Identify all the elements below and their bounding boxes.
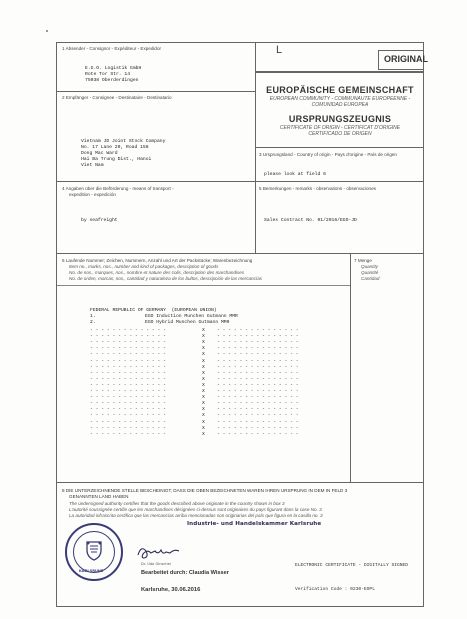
- goods-box: [56, 254, 351, 483]
- consignor-line-1: E.G.O. Logistik GmbH: [85, 66, 142, 71]
- filler-dash-left: - - - - - - - - - - - - - -: [90, 401, 166, 407]
- subtitle-community-1: EUROPEAN COMMUNITY - COMMUNAUTE EUROPEENNE -: [269, 96, 411, 102]
- consignee-line-1: Vietnam JD Joint Stock Company: [81, 139, 166, 144]
- filler-marker: X: [202, 370, 205, 376]
- remarks-box: [256, 182, 424, 254]
- goods-filler-dashes: [57, 326, 352, 436]
- consignor-box: [56, 42, 256, 92]
- electronic-certificate: ELECTRONIC CERTIFICATE - DIGITALLY SIGNED: [295, 563, 409, 568]
- consignee-label: 2 Empfänger - Consignee - Destinataire - Destinatario: [62, 95, 172, 100]
- goods-origin-line: FEDERAL REPUBLIC OF GERMANY (EUROPEAN UNION): [90, 308, 217, 313]
- certification-box: [56, 483, 424, 607]
- remarks-label: 5 Bemerkungen - remarks - observations - observaciones: [259, 186, 376, 191]
- original-label: ORIGINAL: [384, 54, 428, 64]
- filler-marker: X: [202, 358, 205, 364]
- title-certificate: URSPRUNGSZEUGNIS: [288, 114, 392, 124]
- remarks-value: Sales Contract No. 01/2016/EGO-JD: [264, 218, 357, 223]
- filler-dash-left: - - - - - - - - - - - - - -: [90, 352, 166, 358]
- consignor-line-2: Rote Tor Str. 14: [85, 72, 131, 77]
- filler-marker: X: [202, 395, 205, 401]
- consignee-line-4: Hai Ba Trung Dist., Hanoi: [81, 157, 152, 162]
- filler-marker: X: [202, 425, 205, 431]
- consignee-line-5: Viet Nam: [81, 163, 104, 168]
- filler-dash-left: - - - - - - - - - - - - - -: [90, 425, 166, 431]
- filler-dash-left: - - - - - - - - - - - - - -: [90, 340, 166, 346]
- quantity-line-2: Quantité: [361, 270, 379, 275]
- filler-dash-right: - - - - - - - - - - - - - - -: [217, 376, 299, 382]
- goods-item-1-no: 1.: [90, 314, 96, 319]
- filler-dash-right: - - - - - - - - - - - - - - -: [217, 346, 299, 352]
- filler-dash-right: - - - - - - - - - - - - - - -: [217, 358, 299, 364]
- subtitle-certificate-1: CERTIFICATE OF ORIGIN - CERTIFICAT D'ORIGINE: [279, 125, 401, 131]
- filler-dash-left: - - - - - - - - - - - - - -: [90, 346, 166, 352]
- cert-line-3: The undersigned authority certifies that the goods described above originate in the country shown in box 3: [69, 501, 285, 506]
- filler-dash-right: - - - - - - - - - - - - - - -: [217, 352, 299, 358]
- filler-dash-left: - - - - - - - - - - - - - -: [90, 389, 166, 394]
- filler-dash-right: - - - - - - - - - - - - - - -: [217, 328, 299, 333]
- processed-by: Bearbeitet durch: Claudia Wisser: [141, 570, 229, 576]
- filler-dash-right: - - - - - - - - - - - - - - -: [217, 419, 299, 425]
- quantity-line-3: Cantidad: [361, 276, 380, 281]
- cert-line-2: GENANNTEN LAND HABEN: [69, 494, 129, 499]
- filler-dash-left: - - - - - - - - - - - - - -: [90, 370, 166, 376]
- goods-item-2-desc: EGO Hybrid Munchen Gutmann MM9: [145, 320, 230, 325]
- consignee-line-3: Dong Mac Ward: [81, 151, 118, 156]
- transport-label-1: 4 Angaben über die Beförderung - means of transport -: [62, 186, 174, 191]
- goods-label-2: Item no., marks, nos., number and kind of packages, description of goods: [69, 264, 219, 269]
- seal-coat-of-arms-icon: [84, 539, 104, 561]
- filler-marker: X: [202, 334, 205, 340]
- filler-marker: X: [202, 401, 205, 407]
- filler-dash-right: - - - - - - - - - - - - - - -: [217, 425, 299, 431]
- filler-dash-left: - - - - - - - - - - - - - -: [90, 364, 166, 370]
- cert-line-1: 8 DIE UNTERZEICHNENDE STELLE BESCHEINIGT, DASS DIE OBEN BEZEICHNETEN WAREN IHREN URSPRUNG IN DEM IN FELD 3: [62, 488, 348, 493]
- handwritten-signature: [135, 541, 185, 563]
- filler-dash-left: - - - - - - - - - - - - - -: [90, 376, 166, 382]
- quantity-box: [351, 254, 424, 483]
- consignor-line-3: 75038 Oberderdingen: [85, 78, 139, 83]
- goods-item-1-desc: EGO Induction Munchen Gutmann MMR: [145, 314, 238, 319]
- goods-item-2-no: 2.: [90, 320, 96, 325]
- transport-value: by seafreight: [81, 218, 118, 223]
- filler-marker: X: [202, 382, 205, 388]
- filler-marker: X: [202, 352, 205, 358]
- stamp-organization: Industrie- und Handelskammer Karlsruhe: [187, 521, 322, 527]
- filler-marker: X: [202, 407, 205, 413]
- filler-marker: X: [202, 376, 205, 382]
- quantity-label: 7 Menge: [354, 258, 372, 263]
- transport-label-2: expedition - expedición: [69, 192, 116, 197]
- filler-dash-right: - - - - - - - - - - - - - - -: [217, 401, 299, 407]
- seal-city: KARLSRUHE: [79, 569, 104, 573]
- filler-dash-right: - - - - - - - - - - - - - - -: [217, 407, 299, 413]
- filler-dash-left: - - - - - - - - - - - - - -: [90, 358, 166, 364]
- quantity-line-1: Quantity: [361, 264, 379, 269]
- filler-dash-right: - - - - - - - - - - - - - - -: [217, 431, 299, 437]
- filler-marker: X: [202, 389, 205, 394]
- goods-label-3: No. de nos., marques, nos., nombre et nature des colis, description des marchandises: [69, 270, 245, 275]
- filler-marker: X: [202, 413, 205, 419]
- consignee-box: [56, 92, 256, 182]
- filler-marker: X: [202, 364, 205, 370]
- cert-line-5: La autoridad infrascrita certifica que las mercancías arriba mencionadas son originarias del país que figura en la casilla no. 3: [69, 513, 323, 518]
- filler-dash-right: - - - - - - - - - - - - - - -: [217, 340, 299, 346]
- filler-dash-left: - - - - - - - - - - - - - -: [90, 431, 166, 437]
- filler-marker: X: [202, 328, 205, 333]
- title-community: EUROPÄISCHE GEMEINSCHAFT: [266, 85, 414, 95]
- filler-dash-right: - - - - - - - - - - - - - - -: [217, 334, 299, 340]
- filler-marker: X: [202, 340, 205, 346]
- copy-letter: L: [276, 44, 283, 56]
- filler-dash-right: - - - - - - - - - - - - - - -: [217, 364, 299, 370]
- consignee-line-2: No. 17 Lane 20, Road 158: [81, 145, 149, 150]
- filler-dash-left: - - - - - - - - - - - - - -: [90, 395, 166, 401]
- consignor-label: 1 Absender - Consignor - Expéditeur - Expedidor: [62, 46, 162, 51]
- origin-country-value: please look at field 6: [264, 172, 326, 177]
- subtitle-community-2: COMUNIDAD EUROPEA: [311, 102, 369, 108]
- filler-dash-right: - - - - - - - - - - - - - - -: [217, 413, 299, 419]
- origin-country-box: [256, 148, 424, 182]
- subtitle-certificate-2: CERTIFICADO DE ORIGEN: [308, 131, 372, 137]
- filler-marker: X: [202, 419, 205, 425]
- goods-divider: [57, 285, 350, 286]
- official-seal: [65, 523, 123, 581]
- filler-marker: X: [202, 346, 205, 352]
- punch-mark: [46, 30, 48, 32]
- filler-dash-right: - - - - - - - - - - - - - - -: [217, 382, 299, 388]
- filler-dash-right: - - - - - - - - - - - - - - -: [217, 370, 299, 376]
- filler-marker: X: [202, 431, 205, 437]
- filler-dash-left: - - - - - - - - - - - - - -: [90, 328, 166, 333]
- goods-label-1: 6 Laufende Nummer; Zeichen, Nummern, Anzahl und Art der Packstücke; Warenbezeichnung: [62, 258, 253, 263]
- signatory-name: Dr. Udo Ginschel: [141, 562, 171, 566]
- filler-dash-left: - - - - - - - - - - - - - -: [90, 334, 166, 340]
- filler-dash-right: - - - - - - - - - - - - - - -: [217, 395, 299, 401]
- filler-dash-left: - - - - - - - - - - - - - -: [90, 413, 166, 419]
- transport-box: [56, 182, 256, 254]
- cert-line-4: L'autorité soussignée certifie que les marchandises désignées ci-dessus sont originaires du pays figurant dans la case No. 3: [69, 507, 322, 512]
- goods-label-4: No. de orden, marcas, nos., cantidad y naturaleza de los bultos, descripción de las mercancías: [69, 276, 263, 281]
- filler-dash-left: - - - - - - - - - - - - - -: [90, 382, 166, 388]
- place-date: Karlsruhe, 30.06.2016: [141, 587, 201, 593]
- origin-country-label: 3 Ursprungsland - Country of origin - Pays d'origine - País de origen: [259, 152, 397, 157]
- filler-dash-left: - - - - - - - - - - - - - -: [90, 407, 166, 413]
- verification-code: Verification Code : 0230-EOPL: [295, 587, 375, 592]
- filler-dash-left: - - - - - - - - - - - - - -: [90, 419, 166, 425]
- filler-dash-right: - - - - - - - - - - - - - - -: [217, 389, 299, 394]
